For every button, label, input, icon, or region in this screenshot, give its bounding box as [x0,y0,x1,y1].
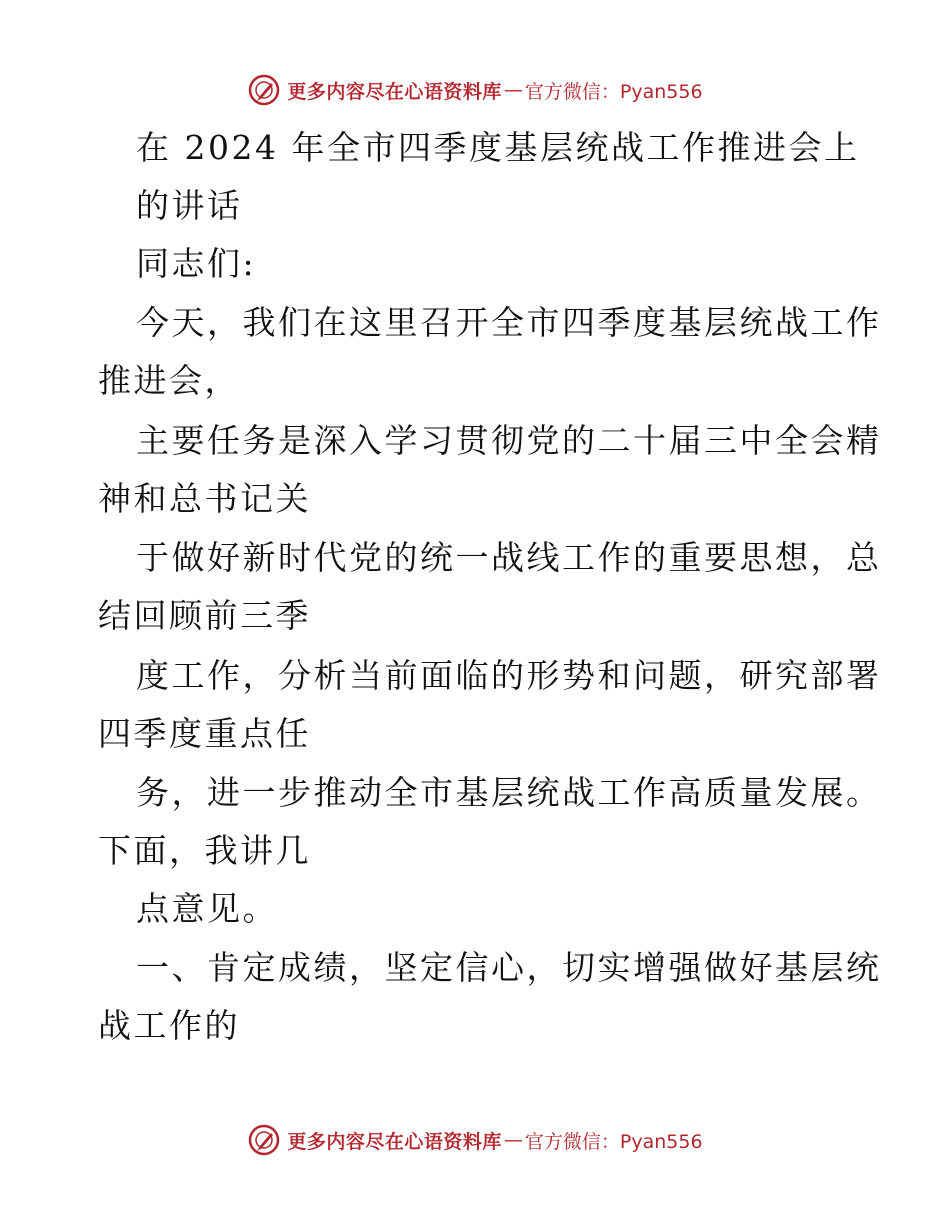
text-line: 神和总书记关 [98,479,311,518]
text-line: 度工作，分析当前面临的形势和问题，研究部署 [136,656,882,695]
text-line: 今天，我们在这里召开全市四季度基层统战工作 [136,303,882,342]
text-line: 推进会， [98,361,240,400]
salutation: 同志们: [136,244,257,283]
text-line: 四季度重点任 [98,714,311,753]
watermark-wechat-text: 官方微信：Pyan556 [524,80,703,103]
pen-logo-icon [247,1123,281,1157]
text-line: 点意见。 [136,889,278,928]
section-heading-line-1: 一、肯定成绩，坚定信心，切实增强做好基层统 [136,948,882,987]
title-line-1: 在 2024 年全市四季度基层统战工作推进会上 [136,128,860,167]
section-heading-line-2: 战工作的 [98,1006,240,1045]
watermark-dash: — [503,79,523,101]
watermark-dash: — [503,1129,523,1151]
title-line-2: 的讲话 [136,186,243,225]
watermark-main-text: 更多内容尽在心语资料库 [287,80,502,103]
text-line: 下面，我讲几 [98,831,311,870]
text-line: 务，进一步推动全市基层统战工作高质量发展。 [136,773,882,812]
pen-logo-icon [247,73,281,107]
text-line: 主要任务是深入学习贯彻党的二十届三中全会精 [136,421,882,460]
text-line: 于做好新时代党的统一战线工作的重要思想，总 [136,538,882,577]
watermark-main-text: 更多内容尽在心语资料库 [287,1130,502,1153]
footer-watermark [0,1120,950,1160]
watermark-wechat-text: 官方微信：Pyan556 [524,1130,703,1153]
text-line: 结回顾前三季 [98,596,311,635]
header-watermark [0,70,950,110]
